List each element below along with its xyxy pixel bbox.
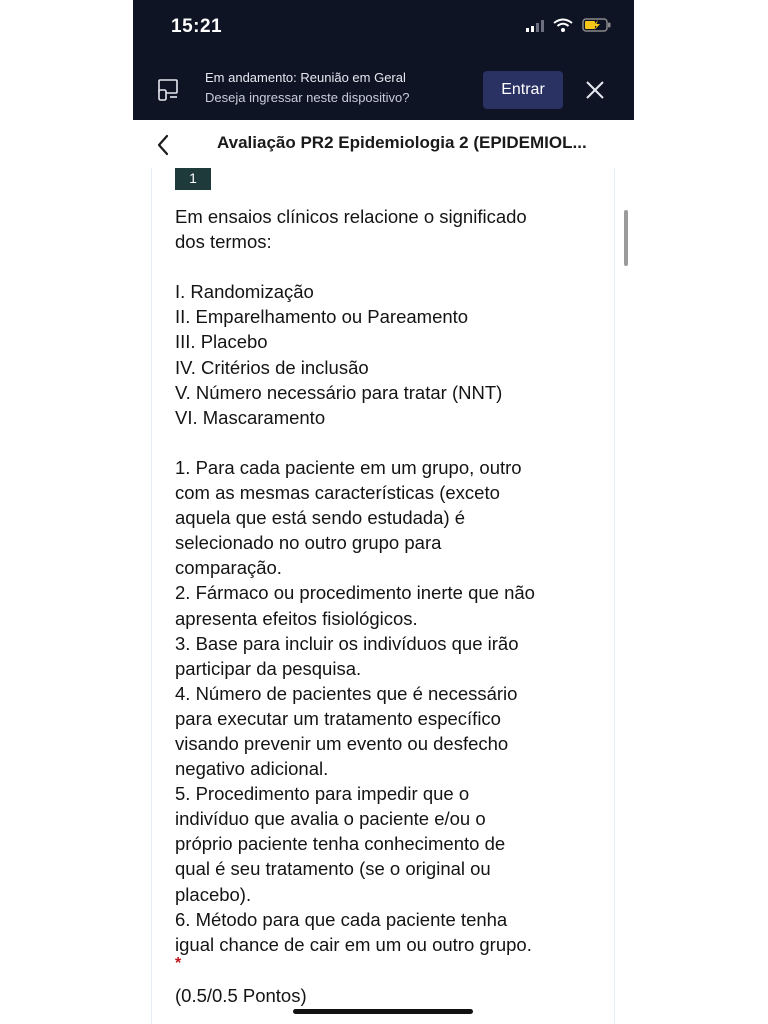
question-points: (0.5/0.5 Pontos) (175, 985, 307, 1006)
definition-line: apresenta efeitos fisiológicos. (175, 607, 418, 629)
phone-screen (133, 0, 634, 1024)
home-indicator[interactable] (293, 1009, 473, 1014)
definition-line: 1. Para cada paciente em um grupo, outro (175, 456, 522, 478)
definition-line: 2. Fármaco ou procedimento inerte que não (175, 582, 535, 604)
join-button[interactable]: Entrar (483, 71, 563, 109)
definition-line: com as mesmas características (exceto (175, 482, 500, 504)
definition-line: 6. Método para que cada paciente tenha (175, 908, 508, 930)
definition-line: qual é seu tratamento (se o original ou (175, 858, 491, 880)
close-icon (579, 94, 611, 109)
definition-line: placebo). (175, 883, 252, 905)
definition-line: para executar um tratamento específico (175, 707, 501, 729)
term-item: IV. Critérios de inclusão (175, 356, 369, 378)
definition-line: negativo adicional. (175, 758, 329, 780)
status-icons (526, 18, 612, 37)
definition-line: 3. Base para incluir os indivíduos que irão (175, 632, 519, 654)
status-bar (133, 0, 634, 56)
back-button[interactable] (149, 130, 179, 160)
spacer (175, 430, 595, 455)
scrollbar[interactable] (624, 210, 628, 266)
definition-line: selecionado no outro grupo para (175, 532, 442, 554)
definition-line: indivíduo que avalia o paciente e/ou o (175, 808, 486, 830)
definition-line: 5. Procedimento para impedir que o (175, 783, 470, 805)
question-body (175, 204, 595, 957)
term-item: I. Randomização (175, 281, 314, 303)
device-switch-icon (157, 78, 181, 107)
nav-bar (133, 120, 634, 168)
definition-line: 4. Número de pacientes que é necessário (175, 682, 518, 704)
banner-subtitle: Deseja ingressar neste dispositivo? (205, 90, 410, 105)
spacer (175, 254, 595, 279)
signal-icon (526, 19, 544, 37)
meeting-banner (133, 56, 634, 120)
definition-line: aquela que está sendo estudada) é (175, 507, 466, 529)
required-asterisk: * (175, 955, 182, 972)
banner-title: Em andamento: Reunião em Geral (205, 70, 406, 85)
question-prompt-line: Em ensaios clínicos relacione o significado (175, 206, 527, 227)
definition-line: comparação. (175, 557, 282, 579)
battery-charging-icon (582, 18, 612, 37)
question-card (151, 168, 615, 1024)
definition-line: visando prevenir um evento ou desfecho (175, 732, 509, 754)
page-title: Avaliação PR2 Epidemiologia 2 (EPIDEMIOL... (217, 133, 587, 152)
chevron-left-icon (149, 148, 179, 163)
close-banner-button[interactable] (579, 74, 611, 106)
definition-line: participar da pesquisa. (175, 657, 362, 679)
wifi-icon (553, 18, 573, 37)
question-number-badge: 1 (175, 168, 211, 190)
question-prompt-line: dos termos: (175, 231, 272, 253)
status-time: 15:21 (171, 16, 223, 37)
term-item: VI. Mascaramento (175, 406, 326, 428)
term-item: II. Emparelhamento ou Pareamento (175, 306, 469, 328)
definition-line: próprio paciente tenha conhecimento de (175, 833, 506, 855)
definition-line: igual chance de cair em um ou outro grupo. (175, 933, 532, 955)
term-item: III. Placebo (175, 331, 268, 353)
term-item: V. Número necessário para tratar (NNT) (175, 381, 503, 403)
